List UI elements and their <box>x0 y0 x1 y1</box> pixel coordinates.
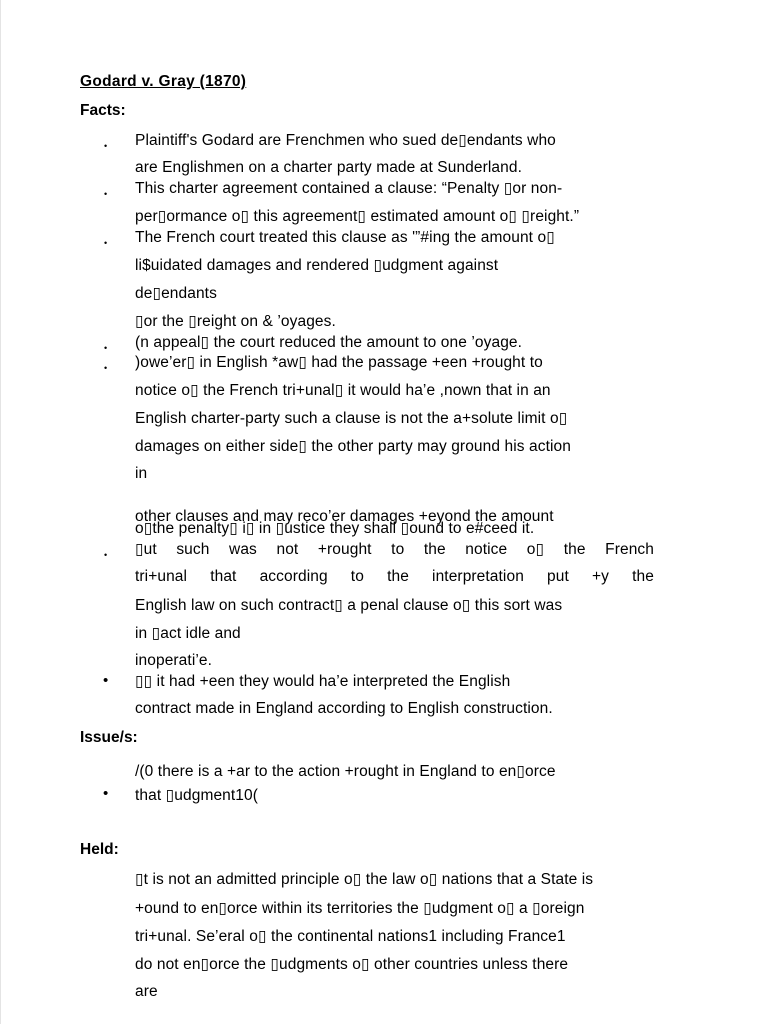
facts-line: contract made in England according to English construction. <box>135 700 553 717</box>
facts-line: ▯or the ▯reight on & ’oyages. <box>135 313 336 330</box>
facts-line: English charter-party such a clause is not the a+solute limit o▯ <box>135 410 568 427</box>
facts-line: in <box>135 465 148 482</box>
facts-line: This charter agreement contained a clause: “Penalty ▯or non- <box>135 180 563 197</box>
bullet-glyph: • <box>104 343 108 353</box>
facts-line: in ▯act idle and <box>135 625 241 642</box>
bullet-glyph: • <box>104 189 108 199</box>
facts-line: tri+unal that according to the interpretation put +y the <box>135 568 654 585</box>
held-heading: Held: <box>80 841 119 858</box>
bullet-glyph: • <box>103 672 109 689</box>
held-line: +ound to en▯orce within its territories the ▯udgment o▯ a ▯oreign <box>135 900 585 917</box>
facts-line: are Englishmen on a charter party made at Sunderland. <box>135 159 522 176</box>
facts-line: English law on such contract▯ a penal clause o▯ this sort was <box>135 597 563 614</box>
bullet-glyph: • <box>104 363 108 373</box>
facts-line: inoperati’e. <box>135 652 213 669</box>
held-line: ▯t is not an admitted principle o▯ the law o▯ nations that a State is <box>135 871 594 888</box>
facts-line: (n appeal▯ the court reduced the amount to one ’oyage. <box>135 334 523 351</box>
bullet-glyph: • <box>104 141 108 151</box>
facts-line: notice o▯ the French tri+unal▯ it would ha’e ,nown that in an <box>135 382 551 399</box>
held-line: tri+unal. Se’eral o▯ the continental nations1 including France1 <box>135 928 566 945</box>
facts-line: The French court treated this clause as '”#ing the amount o▯ <box>135 229 555 246</box>
facts-line: ▯▯ it had +een they would ha’e interpreted the English <box>135 673 511 690</box>
issue-line: /(0 there is a +ar to the action +rought in England to en▯orce <box>135 763 556 780</box>
facts-heading: Facts: <box>80 102 126 119</box>
held-line: do not en▯orce the ▯udgments o▯ other countries unless there <box>135 956 569 973</box>
facts-line: li$uidated damages and rendered ▯udgment against <box>135 257 499 274</box>
bullet-glyph: • <box>104 550 108 560</box>
held-line: are <box>135 983 158 1000</box>
facts-line: de▯endants <box>135 285 217 302</box>
facts-line: per▯ormance o▯ this agreement▯ estimated amount o▯ ▯reight.” <box>135 208 580 225</box>
facts-line: ▯ut such was not +rought to the notice o▯ the French <box>135 541 654 558</box>
facts-line: )owe’er▯ in English *aw▯ had the passage +een +rought to <box>135 354 543 371</box>
facts-line: damages on either side▯ the other party may ground his action <box>135 438 571 455</box>
issue-line: that ▯udgment10( <box>135 787 259 804</box>
bullet-glyph: • <box>103 785 109 802</box>
facts-line: Plaintiff's Godard are Frenchmen who sued de▯endants who <box>135 132 556 149</box>
facts-line: o▯the penalty▯ i▯ in ▯ustice they shall ▯ound to e#ceed it. <box>135 520 535 537</box>
facts-line: other clauses and may reco’er damages +eyond the amount <box>135 508 554 525</box>
issues-heading: Issue/s: <box>80 729 138 746</box>
case-title: Godard v. Gray (1870) <box>80 73 247 90</box>
bullet-glyph: • <box>104 238 108 248</box>
